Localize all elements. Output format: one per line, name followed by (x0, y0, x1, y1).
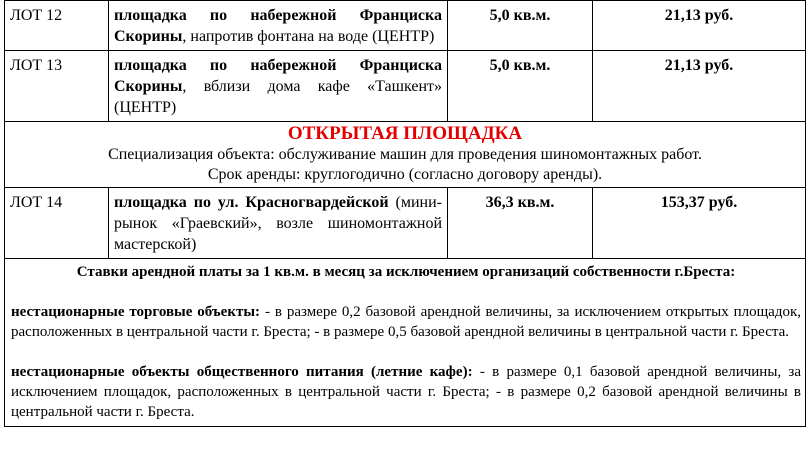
location-details: (мини-рынок «Граевский», возле шиномонтажной мастерской) (114, 194, 442, 253)
table-row (5, 51, 806, 122)
rates-paragraph-catering (11, 362, 801, 422)
rates-paragraph-trade (11, 302, 801, 342)
lot-price: 21,13 руб. (593, 1, 806, 51)
table-row (5, 1, 806, 51)
section-title: ОТКРЫТАЯ ПЛОЩАДКА (287, 123, 523, 144)
lot-location (109, 51, 448, 122)
lot-number: ЛОТ 14 (5, 188, 109, 259)
rates-category: нестационарные объекты общественного питания (летние кафе): (11, 364, 473, 380)
rates-cell (5, 259, 806, 427)
rates-category: нестационарные торговые объекты: (11, 304, 261, 320)
rates-text: - в размере 0,2 базовой арендной величины, за исключением открытых площадок, расположенных в центральной части г. Бреста; - в размере 0,5 базовой арендной величины в центральной части г. Бреста. (11, 304, 801, 340)
location-details: , напротив фонтана на воде (ЦЕНТР) (182, 28, 435, 45)
rates-text: - в размере 0,1 базовой арендной величины, за исключением площадок, расположенных в центральной части г. Бреста; - в размере 0,2 базовой арендной величины в центральной части г. Бреста. (11, 364, 801, 420)
lot-location (109, 188, 448, 259)
lot-price: 21,13 руб. (593, 51, 806, 122)
location-name: площадка по ул. Красногвардейской (114, 194, 389, 211)
rates-heading: Ставки арендной платы за 1 кв.м. в месяц за исключением организаций собственности г.Бреста: (76, 264, 736, 280)
lot-area: 36,3 кв.м. (448, 188, 593, 259)
lot-number: ЛОТ 13 (5, 51, 109, 122)
location-details: , вблизи дома кафе «Ташкент» (ЦЕНТР) (114, 78, 442, 116)
lot-price: 153,37 руб. (593, 188, 806, 259)
location-name: площадка по набережной Франциска Скорины (114, 57, 442, 95)
lots-table (4, 0, 806, 427)
section-term: Срок аренды: круглогодично (согласно договору аренды). (207, 166, 603, 183)
table-row (5, 188, 806, 259)
section-header-row (5, 122, 806, 188)
lot-number: ЛОТ 12 (5, 1, 109, 51)
section-specialization: Специализация объекта: обслуживание машин для проведения шиномонтажных работ. (108, 146, 702, 163)
lot-location (109, 1, 448, 51)
lot-area: 5,0 кв.м. (448, 1, 593, 51)
lot-area: 5,0 кв.м. (448, 51, 593, 122)
location-name: площадка по набережной Франциска Скорины (114, 7, 442, 45)
section-cell (5, 122, 806, 188)
rates-row (5, 259, 806, 427)
